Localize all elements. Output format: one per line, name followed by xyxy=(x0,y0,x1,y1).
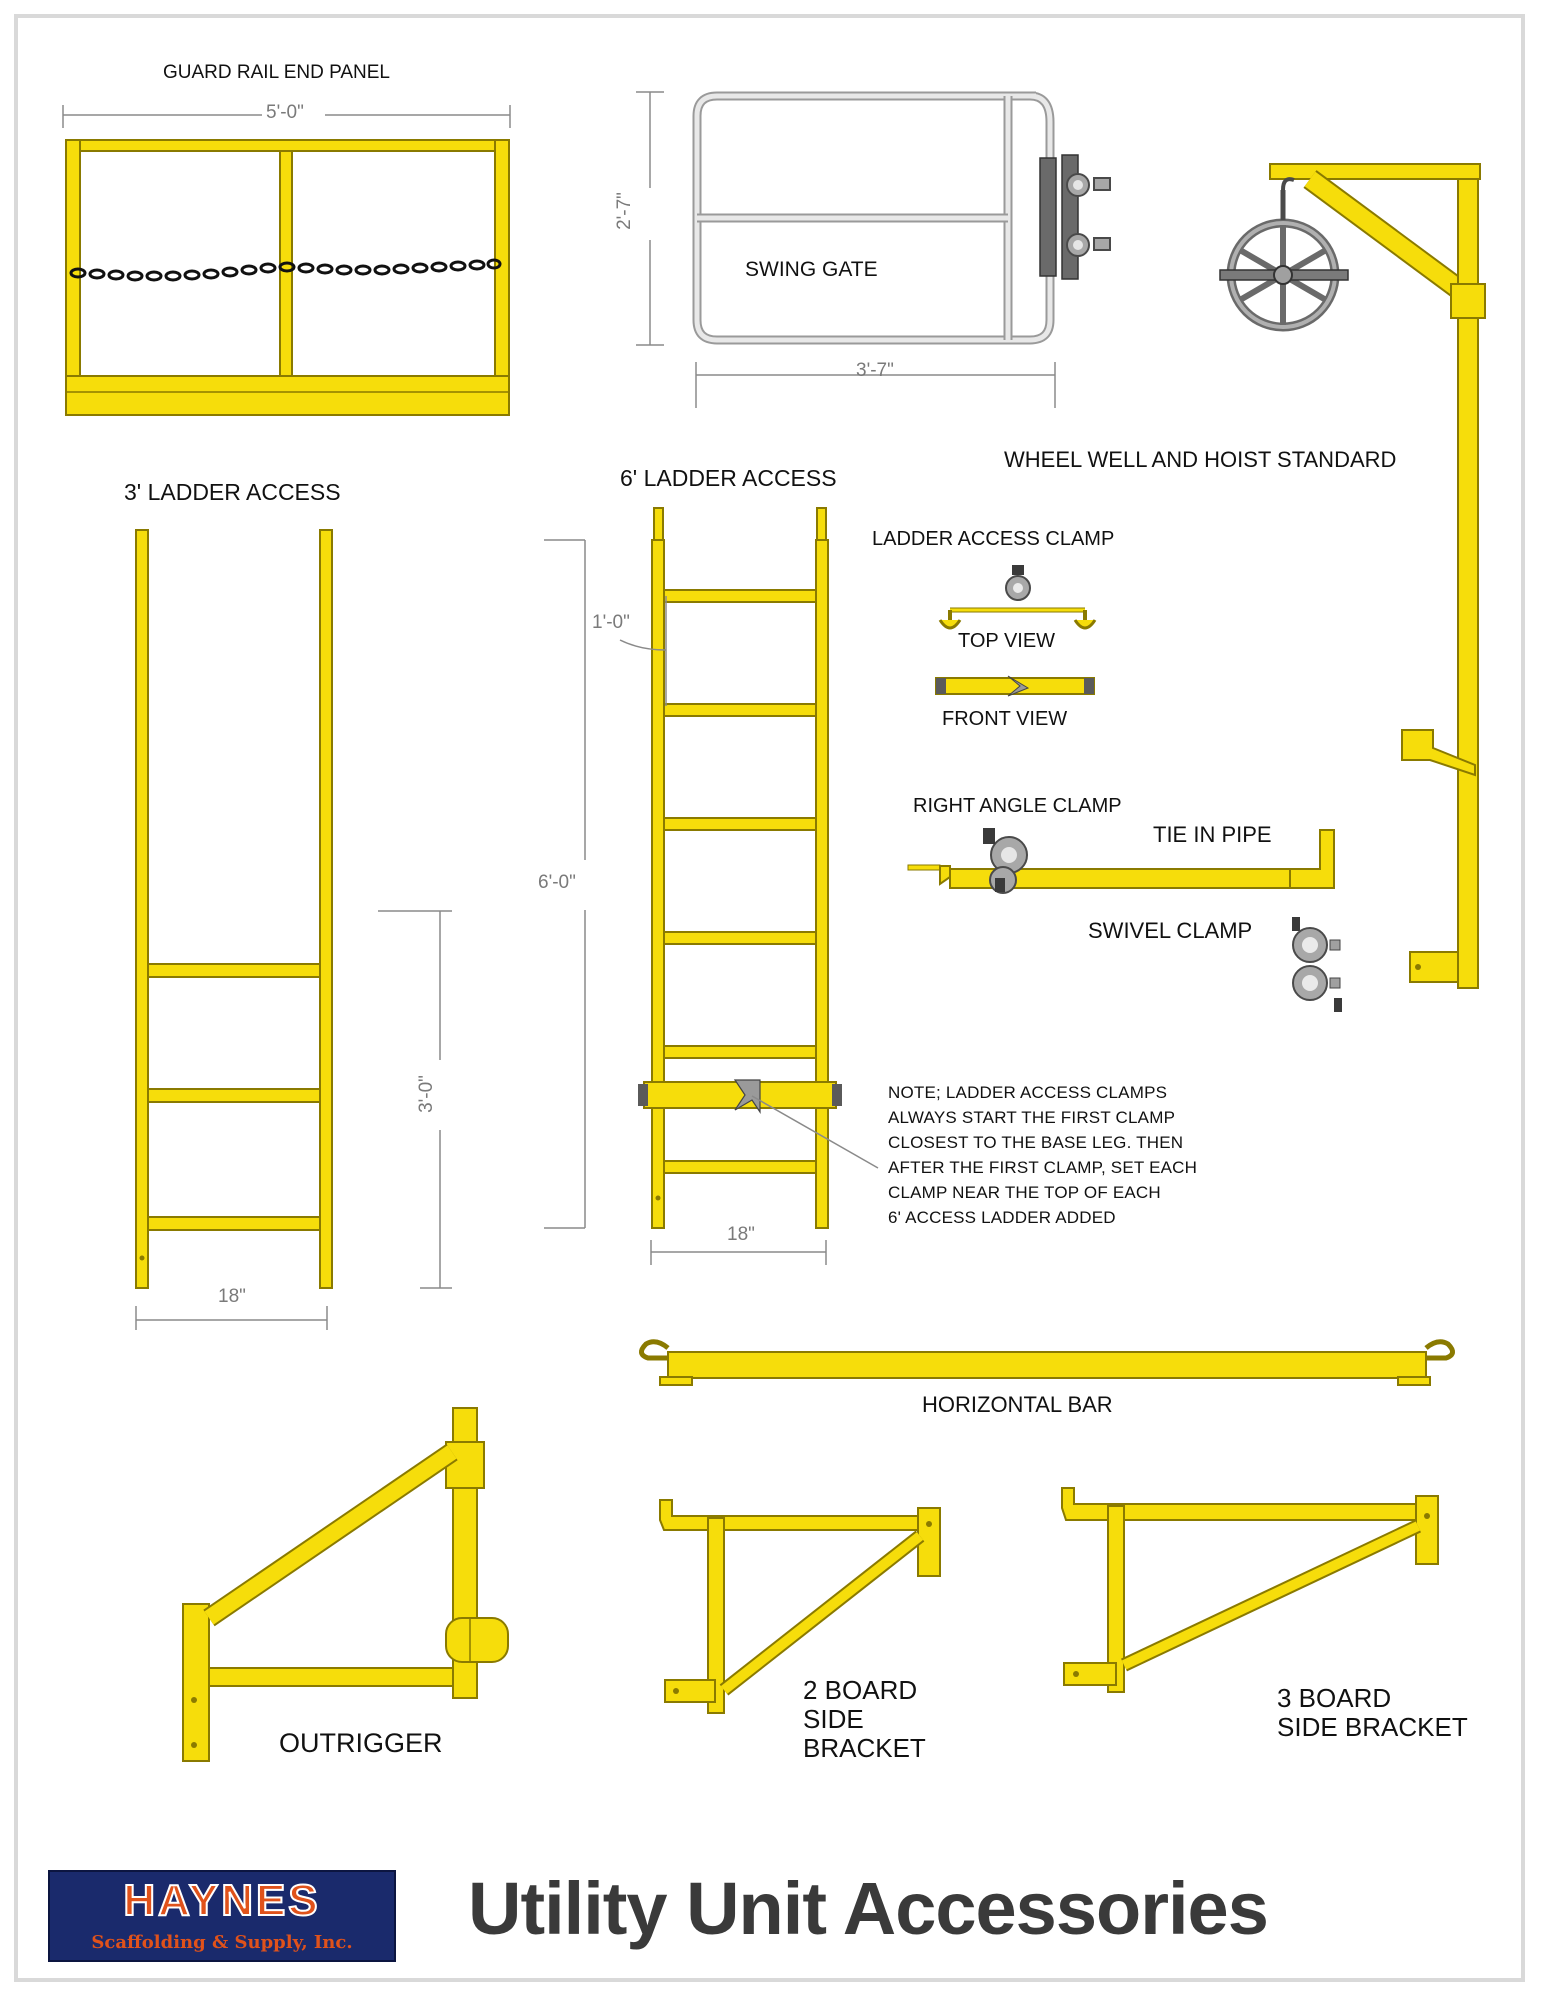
ladder-3ft xyxy=(136,530,452,1330)
ladder3-width-dim: 18" xyxy=(218,1286,246,1307)
outrigger-label: OUTRIGGER xyxy=(279,1728,443,1758)
guard-rail-end-panel xyxy=(63,105,510,415)
ladder6-rung-dim: 1'-0" xyxy=(592,612,630,633)
right-angle-clamp-label: RIGHT ANGLE CLAMP xyxy=(913,795,1122,817)
note-line: AFTER THE FIRST CLAMP, SET EACH xyxy=(888,1158,1198,1177)
guard-rail-width-dim: 5'-0" xyxy=(266,102,304,123)
ladder-clamp-note xyxy=(888,1080,1288,1230)
two-board-line: 2 BOARD xyxy=(803,1675,918,1705)
two-board-line: BRACKET xyxy=(803,1733,926,1763)
horizontal-bar-label: HORIZONTAL BAR xyxy=(922,1392,1113,1417)
two-board-line: SIDE xyxy=(803,1704,864,1734)
logo-tagline: Scaffolding & Supply, Inc. xyxy=(91,1932,353,1953)
three-board-line: SIDE BRACKET xyxy=(1277,1712,1468,1742)
note-line: CLAMP NEAR THE TOP OF EACH xyxy=(888,1183,1161,1202)
three-board-line: 3 BOARD xyxy=(1277,1683,1392,1713)
ladder6-width-dim: 18" xyxy=(727,1224,755,1245)
three-board-label xyxy=(1277,1684,1468,1742)
note-line: ALWAYS START THE FIRST CLAMP xyxy=(888,1108,1176,1127)
guard-rail-label: GUARD RAIL END PANEL xyxy=(163,62,390,83)
hoist-standard xyxy=(1220,164,1485,988)
swing-gate-label: SWING GATE xyxy=(745,258,878,281)
note-line: NOTE; LADDER ACCESS CLAMPS xyxy=(888,1083,1168,1102)
three-board-side-bracket xyxy=(1062,1488,1438,1692)
swivel-clamp xyxy=(1292,917,1342,1012)
front-view-label: FRONT VIEW xyxy=(942,708,1068,730)
note-line: 6' ACCESS LADDER ADDED xyxy=(888,1208,1116,1227)
ladder-clamp-label: LADDER ACCESS CLAMP xyxy=(872,528,1115,550)
two-board-label xyxy=(803,1676,926,1763)
ladder-6ft-label: 6' LADDER ACCESS xyxy=(620,465,837,491)
page-title: Utility Unit Accessories xyxy=(468,1867,1268,1950)
outrigger xyxy=(183,1408,508,1761)
ladder6-height-dim: 6'-0" xyxy=(538,872,576,893)
gate-width-dim: 3'-7" xyxy=(856,360,894,381)
ladder3-height-dim: 3'-0" xyxy=(416,1075,437,1113)
gate-height-dim: 2'-7" xyxy=(614,192,635,230)
haynes-logo xyxy=(48,1870,396,1962)
wheel-well-label: WHEEL WELL AND HOIST STANDARD xyxy=(1004,447,1397,472)
tie-in-pipe-label: TIE IN PIPE xyxy=(1153,822,1272,847)
horizontal-bar xyxy=(641,1342,1452,1385)
note-line: CLOSEST TO THE BASE LEG. THEN xyxy=(888,1133,1184,1152)
ladder-3ft-label: 3' LADDER ACCESS xyxy=(124,479,341,505)
swivel-clamp-label: SWIVEL CLAMP xyxy=(1088,918,1253,943)
top-view-label: TOP VIEW xyxy=(958,630,1056,652)
logo-name: HAYNES xyxy=(123,1876,321,1925)
